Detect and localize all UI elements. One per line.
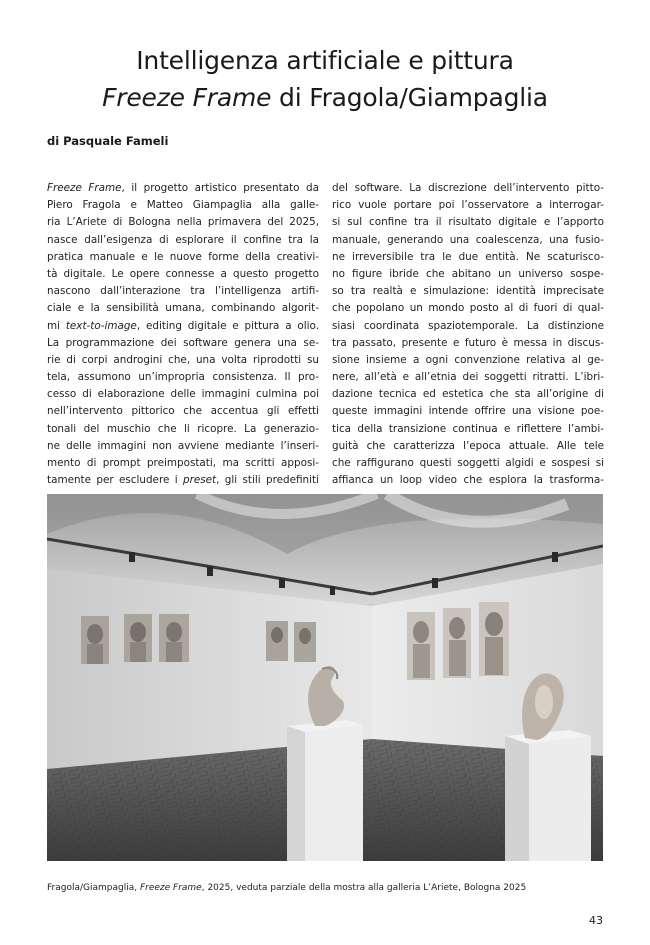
text-line: no figure ibride che abitano un universo sospe- [332,267,604,280]
text-line: tra passato, presente e futuro è messa in discus- [332,336,604,349]
caption-artwork-name: Freeze Frame [139,883,202,893]
left-text-column [47,180,319,489]
text-line: ne irreversibile tra le due entità. Ne scaturisco- [332,250,604,263]
title-artwork-name: Freeze Frame [102,83,272,112]
text-line: che popolano un mondo posto al di fuori di qual- [332,302,604,315]
text-line: queste immagini intende offrire una visione poe- [332,405,604,418]
caption-artists: Fragola/Giampaglia, [47,883,140,893]
text-line: ria L’Ariete di Bologna nella primavera del 2025, [47,216,319,229]
author-byline: di Pasquale Fameli [47,134,169,148]
text-line: del software. La discrezione dell’intervento pitto- [332,182,604,194]
text-line: tica della transizione continua e riflettere l’ambi- [332,422,604,435]
text-line: tonali del muschio che li ricopre. La generazio- [47,422,319,435]
text-line: ne delle immagini non avviene mediante l’inseri- [47,439,319,452]
text-line: rie di corpi androgini che, una volta riprodotti su [47,353,319,366]
text-line: mento di prompt preimpostati, ma scritti apposi- [47,457,319,469]
text-line: che raffigurano questi soggetti algidi e sospesi si [332,457,604,469]
text-line: so tra realtà e simulazione: identità imprecisate [332,285,604,298]
text-line: pratica manuale e le nuove forme della creativi- [47,250,319,263]
photo-caption [47,883,526,893]
text-line: tamente per escludere i preset, gli stili predefiniti [47,474,319,487]
text-line: rico vuole portare poi l’osservatore a interrogar- [332,199,604,212]
article-title-line1: Intelligenza artificiale e pittura [136,46,514,75]
text-line: manuale, generando una coalescenza, una fusio- [332,233,604,246]
text-line: nasce dall’esigenza di esplorare il confine tra la [47,233,319,246]
text-line: dazione tecnica ed estetica che sta all’origine di [332,388,604,401]
caption-details: , 2025, veduta parziale della mostra alla galleria L’Ariete, Bologna 2025 [201,883,527,893]
page-number: 43 [589,914,603,927]
text-line: nell’intervento pittorico che accentua gli effetti [47,405,319,418]
text-line: La programmazione dei software genera una se- [47,336,319,349]
text-line: si sul confine tra il risultato digitale e l’apporto [332,216,604,229]
text-line: tà digitale. Le opere connesse a questo progetto [47,267,319,280]
text-line: Piero Fragola e Matteo Giampaglia alla galle- [47,199,319,212]
text-line: tela, assumono un’impropria consistenza. Il pro- [47,371,319,384]
gallery-photo [47,494,603,861]
text-line: Freeze Frame, il progetto artistico presentato da [47,182,319,194]
text-line: ciale e la sensibilità umana, combinando algorit- [47,302,319,315]
text-line: affianca un loop video che esplora la trasforma- [332,474,604,487]
article-title-line2 [0,81,650,115]
text-line: siasi coordinata spaziotemporale. La distinzione [332,319,604,332]
right-text-column [332,180,604,489]
text-line: guità che caratterizza l’epoca attuale. Alle tele [332,439,604,452]
title-artists: di Fragola/Giampaglia [271,83,548,112]
text-line: nascono dall’interazione tra l’intelligenza artifi- [47,285,319,298]
text-line: sione insieme a ogni convenzione relativa al ge- [332,353,604,366]
text-line: nere, all’età e all’etnia dei soggetti ritratti. L’ibri- [332,371,604,384]
text-line: cesso di elaborazione delle immagini culmina poi [47,388,319,401]
text-line: mi text-to-image, editing digitale e pittura a olio. [47,319,319,332]
